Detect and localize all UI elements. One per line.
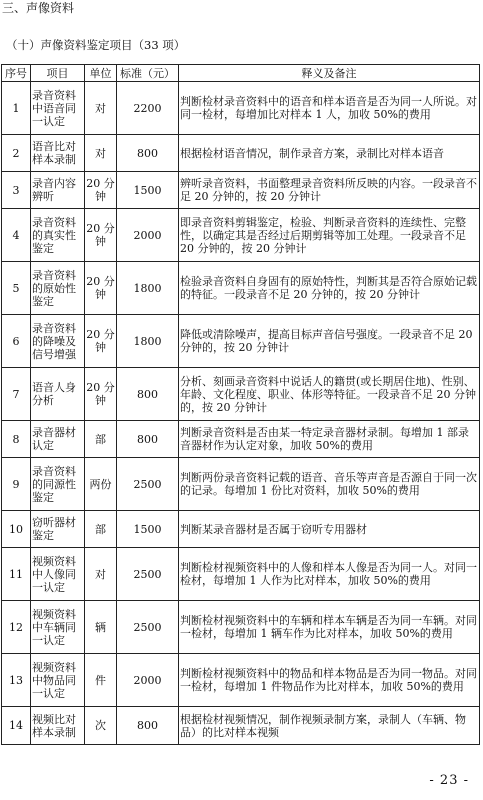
row-standard: 2500 — [117, 601, 179, 654]
row-note: 判断检材录音资料中的语音和样本语音是否为同一人所说。对同一检材，每增加比对样本 1 人，加收 50%的费用 — [179, 82, 480, 135]
row-note: 根据检材视频情况，制作视频录制方案，录制人（车辆、物品）的比对样本视频 — [179, 707, 480, 745]
table-row — [2, 601, 480, 654]
header-notes: 释义及备注 — [179, 65, 480, 82]
row-item: 语音比对样本录制 — [31, 135, 85, 172]
table-row — [2, 368, 480, 421]
row-item: 录音资料的原始性鉴定 — [31, 262, 85, 315]
row-standard: 800 — [117, 421, 179, 458]
row-unit: 20 分钟 — [85, 368, 117, 421]
row-unit: 20 分钟 — [85, 262, 117, 315]
table-row — [2, 421, 480, 458]
row-item: 录音资料的同源性鉴定 — [31, 458, 85, 511]
row-note: 辨听录音资料，书面整理录音资料所反映的内容。一段录音不足 20 分钟的，按 20 分钟计 — [179, 172, 480, 209]
row-standard: 1500 — [117, 172, 179, 209]
row-item: 视频资料中物品同一认定 — [31, 654, 85, 707]
row-note: 判断检材视频资料中的车辆和样本车辆是否为同一车辆。对同一检材，每增加 1 辆车作为比对样本，加收 50%的费用 — [179, 601, 480, 654]
row-standard: 1500 — [117, 511, 179, 548]
row-standard: 800 — [117, 135, 179, 172]
row-item: 视频资料中车辆同一认定 — [31, 601, 85, 654]
row-unit: 件 — [85, 654, 117, 707]
table-row — [2, 548, 480, 601]
row-standard: 1800 — [117, 262, 179, 315]
row-index: 2 — [2, 135, 31, 172]
row-item: 视频比对样本录制 — [31, 707, 85, 745]
row-index: 10 — [2, 511, 31, 548]
table-row — [2, 315, 480, 368]
row-note: 分析、刻画录音资料中说话人的籍贯(或长期居住地)、性别、年龄、文化程度、职业、体形等特征。一段录音不足 20 分钟的，按 20 分钟计 — [179, 368, 480, 421]
row-note: 即录音资料剪辑鉴定，检验、判断录音资料的连续性、完整性，以确定其是否经过后期剪辑等加工处理。一段录音不足 20 分钟的，按 20 分钟计 — [179, 209, 480, 262]
row-index: 14 — [2, 707, 31, 745]
row-item: 录音内容辨听 — [31, 172, 85, 209]
row-unit: 对 — [85, 548, 117, 601]
table-header-row — [2, 65, 480, 82]
table-row — [2, 172, 480, 209]
row-item: 录音器材认定 — [31, 421, 85, 458]
row-standard: 2000 — [117, 209, 179, 262]
row-unit: 次 — [85, 707, 117, 745]
row-unit: 20 分钟 — [85, 315, 117, 368]
row-index: 4 — [2, 209, 31, 262]
row-note: 根据检材语音情况，制作录音方案，录制比对样本语音 — [179, 135, 480, 172]
row-note: 判断检材视频资料中的人像和样本人像是否为同一人。对同一检材，每增加 1 人作为比对样本，加收 50%的费用 — [179, 548, 480, 601]
table-row — [2, 262, 480, 315]
row-index: 13 — [2, 654, 31, 707]
row-unit: 20 分钟 — [85, 209, 117, 262]
row-note: 判断录音资料是否由某一特定录音器材录制。每增加 1 部录音器材作为认定对象，加收 50%的费用 — [179, 421, 480, 458]
row-item: 窃听器材鉴定 — [31, 511, 85, 548]
row-unit: 部 — [85, 421, 117, 458]
row-standard: 1800 — [117, 315, 179, 368]
row-standard: 800 — [117, 368, 179, 421]
page-number: - 23 - — [429, 773, 469, 788]
row-item: 录音资料中语音同一认定 — [31, 82, 85, 135]
table-row — [2, 458, 480, 511]
row-index: 1 — [2, 82, 31, 135]
table-row — [2, 82, 480, 135]
row-item: 语音人身分析 — [31, 368, 85, 421]
row-standard: 2000 — [117, 654, 179, 707]
row-item: 录音资料的真实性鉴定 — [31, 209, 85, 262]
table-row — [2, 209, 480, 262]
row-unit: 辆 — [85, 601, 117, 654]
row-note: 判断某录音器材是否属于窃听专用器材 — [179, 511, 480, 548]
row-index: 11 — [2, 548, 31, 601]
row-item: 视频资料中人像同一认定 — [31, 548, 85, 601]
row-index: 12 — [2, 601, 31, 654]
row-standard: 800 — [117, 707, 179, 745]
fee-table — [1, 64, 480, 745]
table-row — [2, 654, 480, 707]
row-note: 检验录音资料自身固有的原始特性，判断其是否符合原始记载的特征。一段录音不足 20 分钟的，按 20 分钟计 — [179, 262, 480, 315]
row-item: 录音资料的降噪及信号增强 — [31, 315, 85, 368]
row-index: 5 — [2, 262, 31, 315]
row-index: 8 — [2, 421, 31, 458]
header-standard: 标准（元） — [117, 65, 179, 82]
row-index: 3 — [2, 172, 31, 209]
row-unit: 对 — [85, 135, 117, 172]
row-unit: 两份 — [85, 458, 117, 511]
section-title: 三、声像资料 — [2, 1, 75, 15]
table-title: （十）声像资料鉴定项目（33 项） — [6, 38, 186, 52]
row-index: 9 — [2, 458, 31, 511]
table-row — [2, 707, 480, 745]
row-standard: 2500 — [117, 458, 179, 511]
table-row — [2, 135, 480, 172]
row-unit: 部 — [85, 511, 117, 548]
table-row — [2, 511, 480, 548]
row-note: 判断检材视频资料中的物品和样本物品是否为同一物品。对同一检材，每增加 1 件物品作为比对样本，加收 50%的费用 — [179, 654, 480, 707]
header-index: 序号 — [2, 65, 31, 82]
header-item: 项目 — [31, 65, 85, 82]
row-index: 6 — [2, 315, 31, 368]
row-index: 7 — [2, 368, 31, 421]
header-unit: 单位 — [85, 65, 117, 82]
row-note: 判断两份录音资料记载的语音、音乐等声音是否源自于同一次的记录。每增加 1 份比对资料，加收 50%的费用 — [179, 458, 480, 511]
row-unit: 对 — [85, 82, 117, 135]
row-standard: 2500 — [117, 548, 179, 601]
row-standard: 2200 — [117, 82, 179, 135]
row-unit: 20 分钟 — [85, 172, 117, 209]
row-note: 降低或清除噪声，提高目标声音信号强度。一段录音不足 20 分钟的，按 20 分钟计 — [179, 315, 480, 368]
